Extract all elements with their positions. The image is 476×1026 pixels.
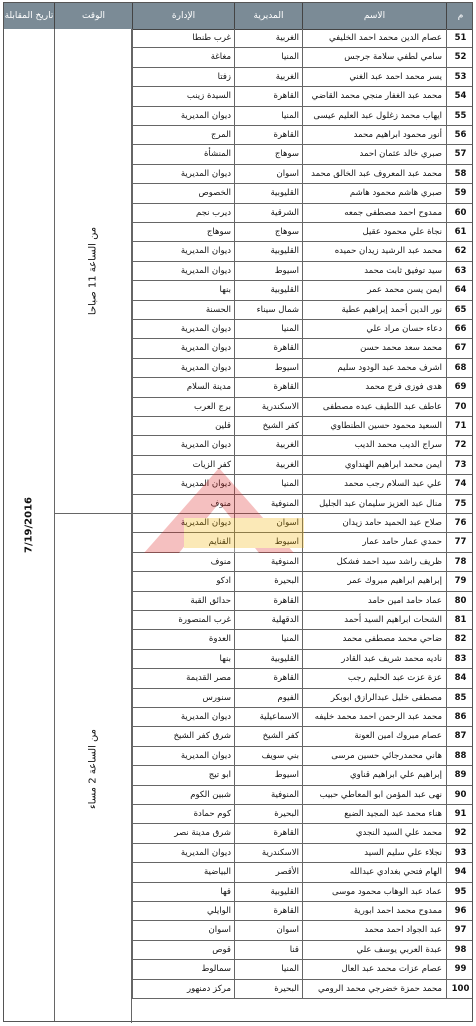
cell-num: 83 [446, 650, 474, 668]
cell-admin: ديرب نجم [132, 204, 234, 222]
table-header [4, 3, 472, 30]
cell-admin: الحسنة [132, 301, 234, 319]
cell-gov: البحيرة [234, 572, 302, 590]
cell-num: 84 [446, 669, 474, 687]
cell-admin: ديوان المديرية [132, 436, 234, 454]
cell-num: 87 [446, 727, 474, 745]
cell-num: 52 [446, 48, 474, 66]
cell-admin: ديوان المديرية [132, 514, 234, 532]
cell-num: 99 [446, 960, 474, 978]
cell-name: إبراهيم علي ابراهيم قناوي [302, 766, 446, 784]
cell-gov: الفيوم [234, 689, 302, 707]
cell-gov: القاهرة [234, 824, 302, 842]
cell-name: عبد الجواد احمد محمد [302, 921, 446, 939]
cell-admin: قلين [132, 417, 234, 435]
cell-admin: شرق مدينة نصر [132, 824, 234, 842]
cell-admin: مغاغة [132, 48, 234, 66]
cell-num: 58 [446, 165, 474, 183]
cell-name: السعيد محمود حسين الطنطاوي [302, 417, 446, 435]
cell-gov: القاهرة [234, 902, 302, 920]
cell-gov: اسيوط [234, 766, 302, 784]
cell-num: 65 [446, 301, 474, 319]
cell-name: محمد عبد الرشيد زيدان حميده [302, 242, 446, 260]
cell-name: الهام فتحي بغدادي عبدالله [302, 863, 446, 881]
cell-name: أنور محمود ابراهيم محمد [302, 126, 446, 144]
cell-name: صبري هاشم محمود هاشم [302, 184, 446, 202]
cell-num: 77 [446, 533, 474, 551]
header-date: تاريخ المقابلة [4, 11, 54, 21]
cell-name: صبري خالد عثمان احمد [302, 145, 446, 163]
cell-name: هناء محمد عبد المجيد الضبع [302, 805, 446, 823]
cell-num: 76 [446, 514, 474, 532]
cell-num: 56 [446, 126, 474, 144]
cell-num: 96 [446, 902, 474, 920]
cell-admin: منوف [132, 553, 234, 571]
cell-gov: اسوان [234, 514, 302, 532]
cell-name: صلاح عبد الحميد حامد زيدان [302, 514, 446, 532]
cell-gov: الغربية [234, 436, 302, 454]
cell-gov: اسوان [234, 165, 302, 183]
header-admin: الإدارة [132, 3, 234, 29]
cell-admin: الخصوص [132, 184, 234, 202]
cell-gov: المنوفية [234, 786, 302, 804]
header-time: الوقت [54, 3, 132, 29]
cell-num: 75 [446, 495, 474, 513]
cell-name: محمد عبد الرحمن احمد محمد خليفه [302, 708, 446, 726]
cell-gov: المنيا [234, 475, 302, 493]
cell-admin: غرب طنطا [132, 29, 234, 47]
cell-gov: سوهاج [234, 223, 302, 241]
cell-admin: اسوان [132, 921, 234, 939]
cell-gov: المنوفية [234, 495, 302, 513]
cell-name: ايمن محمد ابراهيم الهنداوي [302, 456, 446, 474]
cell-num: 92 [446, 824, 474, 842]
cell-gov: القليوبية [234, 242, 302, 260]
cell-num: 97 [446, 921, 474, 939]
cell-gov: القاهرة [234, 669, 302, 687]
cell-admin: ديوان المديرية [132, 747, 234, 765]
cell-admin: البياضية [132, 863, 234, 881]
cell-name: محمد سعد محمد حسن [302, 339, 446, 357]
cell-admin: شرق كفر الشيخ [132, 727, 234, 745]
cell-num: 71 [446, 417, 474, 435]
cell-num: 67 [446, 339, 474, 357]
cell-gov: الشرقية [234, 204, 302, 222]
cell-num: 54 [446, 87, 474, 105]
cell-gov: القاهرة [234, 126, 302, 144]
results-table [3, 2, 473, 1022]
cell-gov: بني سويف [234, 747, 302, 765]
cell-num: 89 [446, 766, 474, 784]
interview-date: 7/19/2016 [23, 496, 35, 554]
cell-name: هدى فوزى فرج محمد [302, 378, 446, 396]
cell-gov: المنيا [234, 960, 302, 978]
cell-admin: ابو تيج [132, 766, 234, 784]
cell-admin: ديوان المديرية [132, 165, 234, 183]
cell-name: عبدة العربي يوسف علي [302, 941, 446, 959]
cell-num: 94 [446, 863, 474, 881]
header-gov: المديرية [234, 3, 302, 29]
cell-admin: سنورس [132, 689, 234, 707]
cell-num: 74 [446, 475, 474, 493]
cell-gov: المنيا [234, 107, 302, 125]
cell-gov: الغربية [234, 29, 302, 47]
cell-name: مصطفى خليل عبدالرازق ابوبكر [302, 689, 446, 707]
cell-name: عصام عزات محمد عبد العال [302, 960, 446, 978]
cell-gov: الغربية [234, 68, 302, 86]
cell-name: محمد علي السيد النجدي [302, 824, 446, 842]
time-slot-afternoon [54, 514, 132, 1023]
cell-gov: اسيوط [234, 262, 302, 280]
cell-name: ظريف راشد سيد احمد فشكل [302, 553, 446, 571]
cell-admin: مدينة السلام [132, 378, 234, 396]
cell-num: 70 [446, 398, 474, 416]
cell-admin: برج العرب [132, 398, 234, 416]
cell-admin: كفر الزيات [132, 456, 234, 474]
time-slot-afternoon-label: من الساعة 2 مساء [87, 728, 98, 809]
cell-gov: سوهاج [234, 145, 302, 163]
cell-gov: القليوبية [234, 184, 302, 202]
cell-admin: ديوان المديرية [132, 242, 234, 260]
cell-num: 57 [446, 145, 474, 163]
cell-admin: حدائق القبة [132, 592, 234, 610]
cell-name: ممدوح محمد احمد ابورية [302, 902, 446, 920]
cell-admin: قوص [132, 941, 234, 959]
cell-num: 60 [446, 204, 474, 222]
cell-gov: القاهرة [234, 592, 302, 610]
cell-admin: مصر القديمة [132, 669, 234, 687]
cell-admin: سوهاج [132, 223, 234, 241]
cell-name: نهى عبد المؤمن ابو المعاطي حبيب [302, 786, 446, 804]
cell-admin: المنشأة [132, 145, 234, 163]
cell-name: يسر محمد احمد عبد الغني [302, 68, 446, 86]
cell-admin: المرج [132, 126, 234, 144]
cell-num: 69 [446, 378, 474, 396]
cell-num: 59 [446, 184, 474, 202]
cell-admin: ادكو [132, 572, 234, 590]
cell-num: 62 [446, 242, 474, 260]
cell-admin: غرب المنصورة [132, 611, 234, 629]
cell-num: 68 [446, 359, 474, 377]
cell-admin: شبين الكوم [132, 786, 234, 804]
cell-num: 55 [446, 107, 474, 125]
cell-gov: القاهرة [234, 378, 302, 396]
cell-num: 93 [446, 844, 474, 862]
cell-num: 53 [446, 68, 474, 86]
cell-name: سراج الديب محمد الديب [302, 436, 446, 454]
cell-name: ناديه محمد شريف عبد القادر [302, 650, 446, 668]
cell-name: محمد عبد الغفار منجي محمد القاضي [302, 87, 446, 105]
cell-num: 81 [446, 611, 474, 629]
cell-gov: القاهرة [234, 87, 302, 105]
time-slot-morning-label: من الساعة 11 صباحا [87, 226, 98, 316]
cell-name: دعاء حسان مراد علي [302, 320, 446, 338]
cell-gov: المنيا [234, 320, 302, 338]
cell-admin: بنها [132, 281, 234, 299]
cell-num: 63 [446, 262, 474, 280]
cell-name: ايهاب محمد زغلول عبد العليم عيسى [302, 107, 446, 125]
header-name: الاسم [302, 3, 446, 29]
cell-admin: ديوان المديرية [132, 844, 234, 862]
cell-admin: بنها [132, 650, 234, 668]
cell-name: محمد حمزة خضرجي محمد الرومي [302, 980, 446, 998]
cell-name: محمد عبد المعروف عبد الخالق محمد [302, 165, 446, 183]
cell-admin: ديوان المديرية [132, 107, 234, 125]
cell-admin: القنايم [132, 533, 234, 551]
cell-admin: مركز دمنهور [132, 980, 234, 998]
cell-name: ضاحي محمد مصطفى محمد [302, 630, 446, 648]
cell-num: 79 [446, 572, 474, 590]
cell-name: عاطف عبد اللطيف عبده مصطفى [302, 398, 446, 416]
cell-gov: القليوبية [234, 650, 302, 668]
cell-num: 91 [446, 805, 474, 823]
cell-name: نجلاء علي سليم السيد [302, 844, 446, 862]
cell-gov: القليوبية [234, 281, 302, 299]
cell-admin: ديوان المديرية [132, 262, 234, 280]
cell-num: 72 [446, 436, 474, 454]
cell-name: نجاة علي محمود عقيل [302, 223, 446, 241]
cell-num: 66 [446, 320, 474, 338]
cell-admin: سمالوط [132, 960, 234, 978]
cell-gov: كفر الشيخ [234, 417, 302, 435]
cell-name: نور الدين أحمد إبراهيم عطية [302, 301, 446, 319]
schedule-columns [4, 29, 132, 1021]
cell-name: إبراهيم ابراهيم مبروك عمر [302, 572, 446, 590]
cell-gov: البحيرة [234, 805, 302, 823]
cell-admin: الوايلي [132, 902, 234, 920]
cell-name: عصام الدين محمد احمد الخليفي [302, 29, 446, 47]
cell-num: 64 [446, 281, 474, 299]
cell-num: 88 [446, 747, 474, 765]
cell-gov: القليوبية [234, 883, 302, 901]
cell-name: اشرف محمد عبد الودود سليم [302, 359, 446, 377]
cell-name: الشحات ابراهيم السيد أحمد [302, 611, 446, 629]
cell-name: ممدوح احمد مصطفى جمعه [302, 204, 446, 222]
cell-name: حمدي عمار حامد عمار [302, 533, 446, 551]
cell-name: سامي لطفي سلامة جرجس [302, 48, 446, 66]
cell-name: عزة عزت عبد الحليم رجب [302, 669, 446, 687]
cell-admin: العدوة [132, 630, 234, 648]
cell-admin: ديوان المديرية [132, 475, 234, 493]
cell-num: 82 [446, 630, 474, 648]
cell-admin: ديوان المديرية [132, 359, 234, 377]
cell-admin: قها [132, 883, 234, 901]
cell-gov: المنيا [234, 48, 302, 66]
cell-admin: زفتا [132, 68, 234, 86]
cell-gov: الغربية [234, 456, 302, 474]
cell-num: 85 [446, 689, 474, 707]
cell-name: عصام مبروك امين العونة [302, 727, 446, 745]
cell-num: 51 [446, 29, 474, 47]
cell-gov: قنا [234, 941, 302, 959]
cell-gov: كفر الشيخ [234, 727, 302, 745]
cell-name: عماد حامد امين حامد [302, 592, 446, 610]
cell-num: 80 [446, 592, 474, 610]
cell-gov: المنيا [234, 630, 302, 648]
cell-name: منال عبد العزيز سليمان عبد الجليل [302, 495, 446, 513]
cell-num: 86 [446, 708, 474, 726]
cell-name: علي عبد السلام رجب محمد [302, 475, 446, 493]
cell-num: 100 [446, 980, 474, 998]
cell-gov: شمال سيناء [234, 301, 302, 319]
cell-gov: البحيرة [234, 980, 302, 998]
cell-name: هاني محمدرجائي حسين مرسى [302, 747, 446, 765]
cell-name: ايمن يسن محمد عمر [302, 281, 446, 299]
cell-num: 78 [446, 553, 474, 571]
cell-gov: الاسماعيلية [234, 708, 302, 726]
cell-gov: الاسكندرية [234, 398, 302, 416]
cell-admin: ديوان المديرية [132, 339, 234, 357]
cell-gov: الأقصر [234, 863, 302, 881]
time-slot-morning [54, 29, 132, 514]
cell-admin: السيدة زينب [132, 87, 234, 105]
cell-gov: الاسكندرية [234, 844, 302, 862]
cell-gov: القاهرة [234, 339, 302, 357]
cell-admin: ديوان المديرية [132, 320, 234, 338]
interview-date-cell [4, 29, 55, 1021]
cell-admin: ديوان المديرية [132, 708, 234, 726]
cell-name: عماد عبد الوهاب محمود موسى [302, 883, 446, 901]
cell-num: 90 [446, 786, 474, 804]
cell-gov: المنوفية [234, 553, 302, 571]
cell-name: سيد توفيق ثابت محمد [302, 262, 446, 280]
cell-gov: اسوان [234, 921, 302, 939]
header-num: م [446, 3, 474, 29]
cell-num: 61 [446, 223, 474, 241]
cell-num: 95 [446, 883, 474, 901]
cell-num: 73 [446, 456, 474, 474]
cell-gov: اسيوط [234, 533, 302, 551]
cell-gov: اسيوط [234, 359, 302, 377]
cell-num: 98 [446, 941, 474, 959]
cell-admin: منوف [132, 495, 234, 513]
cell-admin: كوم حمادة [132, 805, 234, 823]
cell-gov: الدقهلية [234, 611, 302, 629]
